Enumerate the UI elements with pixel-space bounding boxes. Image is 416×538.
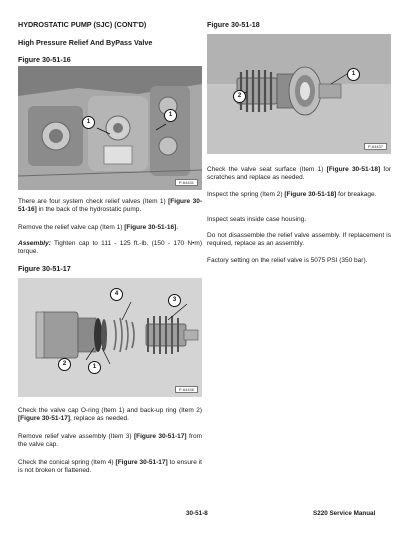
- figure-caption-16: Figure 30-51-16: [18, 55, 71, 64]
- callout-item-1-right: 1: [164, 109, 177, 122]
- paragraph-inspect-spring: Inspect the spring (Item 2) [Figure 30-51-18] for breakage.: [207, 191, 377, 198]
- subheading: High Pressure Relief And ByPass Valve: [18, 38, 153, 47]
- photo-id: P-64437: [364, 143, 387, 150]
- manual-title: S220 Service Manual: [313, 510, 376, 517]
- paragraph-remove-cap: Remove the relief valve cap (Item 1) [Figure 30-51-16].: [18, 224, 179, 231]
- paragraph-do-not-disassemble: Do not disassemble the relief valve assembly. If replacement is required, replace as an assembly.: [207, 232, 391, 248]
- figure-caption-17: Figure 30-51-17: [18, 264, 71, 273]
- callout-item-2: 2: [58, 358, 71, 371]
- paragraph-remove-relief-valve: Remove relief valve assembly (Item 3) [Figure 30-51-17] from the valve cap.: [18, 433, 202, 449]
- paragraph-factory-setting: Factory setting on the relief valve is 5075 PSI (350 bar).: [207, 257, 368, 264]
- page-number: 30-51-8: [186, 510, 208, 517]
- photo-id: P-64431: [175, 179, 198, 186]
- paragraph-inspect-seats: Inspect seats inside case housing.: [207, 216, 307, 223]
- callout-item-1: 1: [347, 68, 360, 81]
- paragraph-check-relief-valves: There are four system check relief valves (Item 1) [Figure 30-51-16] in the back of the hydrostatic pump.: [18, 198, 202, 214]
- section-title: HYDROSTATIC PUMP (SJC) (CONT'D): [18, 20, 147, 29]
- paragraph-check-conical-spring: Check the conical spring (Item 4) [Figure 30-51-17] to ensure it is not broken or flattened.: [18, 459, 202, 475]
- paragraph-check-oring: Check the valve cap O-ring (Item 1) and back-up ring (Item 2) [Figure 30-51-17], replace as needed.: [18, 407, 202, 423]
- callout-item-2: 2: [233, 90, 246, 103]
- callout-item-1-left: 1: [82, 116, 95, 129]
- pump-photo-illustration: [18, 66, 202, 190]
- figure-caption-18: Figure 30-51-18: [207, 20, 260, 29]
- paragraph-assembly-torque: Assembly: Tighten cap to 111 - 125 ft.-lb. (150 - 170 N•m) torque.: [18, 240, 202, 256]
- figure-30-51-16-photo: [18, 66, 202, 190]
- figure-30-51-18-photo: [207, 34, 391, 154]
- callout-item-3: 3: [168, 294, 181, 307]
- paragraph-check-valve-seat: Check the valve seat surface (Item 1) [Figure 30-51-18] for scratches and replace as needed.: [207, 166, 391, 182]
- callout-item-1: 1: [88, 361, 101, 374]
- figure-30-51-17-photo: [18, 278, 202, 397]
- photo-id: P-64436: [175, 386, 198, 393]
- callout-item-4: 4: [110, 288, 123, 301]
